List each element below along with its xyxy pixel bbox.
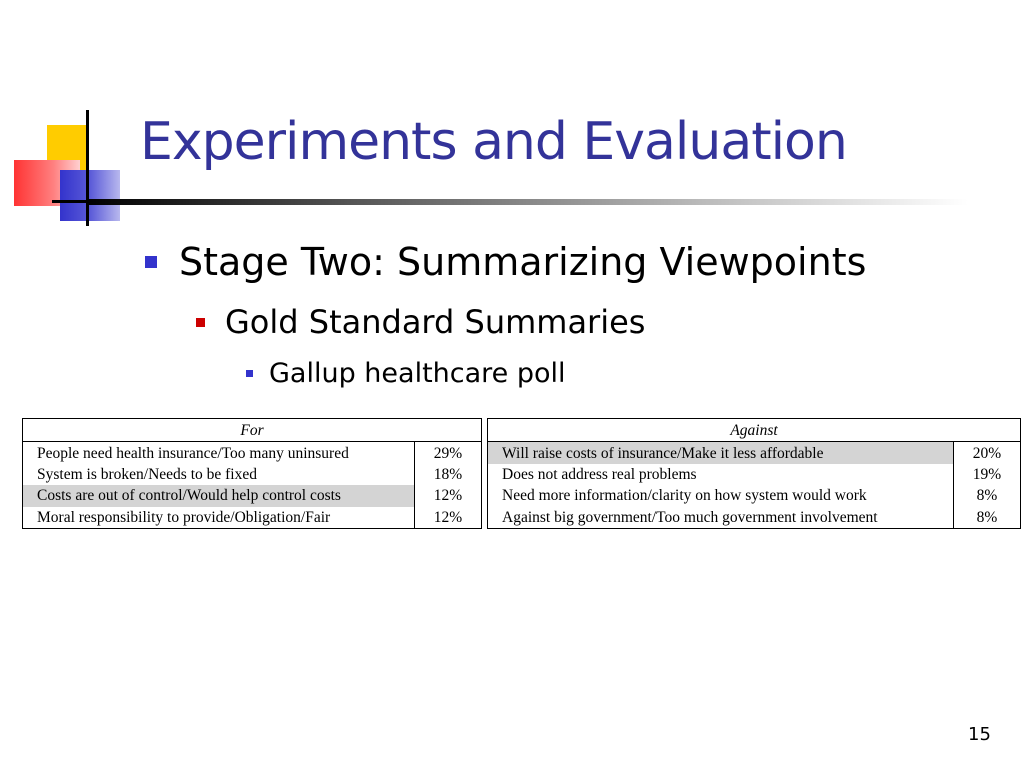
square-bullet-icon bbox=[145, 256, 157, 268]
row-label: Will raise costs of insurance/Make it less affordable bbox=[488, 442, 954, 464]
row-label: Need more information/clarity on how system would work bbox=[488, 485, 954, 506]
square-bullet-icon bbox=[246, 370, 253, 377]
square-bullet-icon bbox=[196, 318, 205, 327]
bullet-level3-text: Gallup healthcare poll bbox=[269, 358, 566, 389]
row-percent: 8% bbox=[954, 507, 1021, 529]
row-label: System is broken/Needs to be fixed bbox=[23, 464, 415, 485]
table-row bbox=[488, 464, 1021, 485]
table-for-header: For bbox=[23, 419, 482, 442]
table-row bbox=[488, 442, 1021, 464]
row-percent: 12% bbox=[415, 485, 482, 506]
row-label: People need health insurance/Too many uninsured bbox=[23, 442, 415, 464]
decoration-vertical-line bbox=[86, 110, 89, 226]
table-against bbox=[487, 418, 1021, 529]
row-percent: 19% bbox=[954, 464, 1021, 485]
bullet-level1-text: Stage Two: Summarizing Viewpoints bbox=[179, 240, 867, 284]
table-row bbox=[23, 507, 482, 529]
table-row bbox=[488, 507, 1021, 529]
row-percent: 8% bbox=[954, 485, 1021, 506]
row-label: Costs are out of control/Would help control costs bbox=[23, 485, 415, 506]
row-label: Against big government/Too much government involvement bbox=[488, 507, 954, 529]
blue-square bbox=[60, 170, 120, 221]
bullet-level2 bbox=[196, 303, 645, 341]
table-row bbox=[488, 485, 1021, 506]
row-label: Moral responsibility to provide/Obligation/Fair bbox=[23, 507, 415, 529]
table-row bbox=[23, 485, 482, 506]
bullet-level3 bbox=[246, 358, 566, 389]
slide-title: Experiments and Evaluation bbox=[140, 112, 847, 172]
table-against-header: Against bbox=[488, 419, 1021, 442]
table-for bbox=[22, 418, 482, 529]
row-label: Does not address real problems bbox=[488, 464, 954, 485]
table-row bbox=[23, 442, 482, 464]
poll-tables bbox=[22, 418, 1021, 529]
page-number: 15 bbox=[968, 724, 991, 745]
title-underline bbox=[88, 199, 968, 205]
row-percent: 12% bbox=[415, 507, 482, 529]
row-percent: 29% bbox=[415, 442, 482, 464]
table-row bbox=[23, 464, 482, 485]
row-percent: 18% bbox=[415, 464, 482, 485]
row-percent: 20% bbox=[954, 442, 1021, 464]
bullet-level2-text: Gold Standard Summaries bbox=[225, 303, 646, 341]
bullet-level1 bbox=[145, 240, 866, 284]
